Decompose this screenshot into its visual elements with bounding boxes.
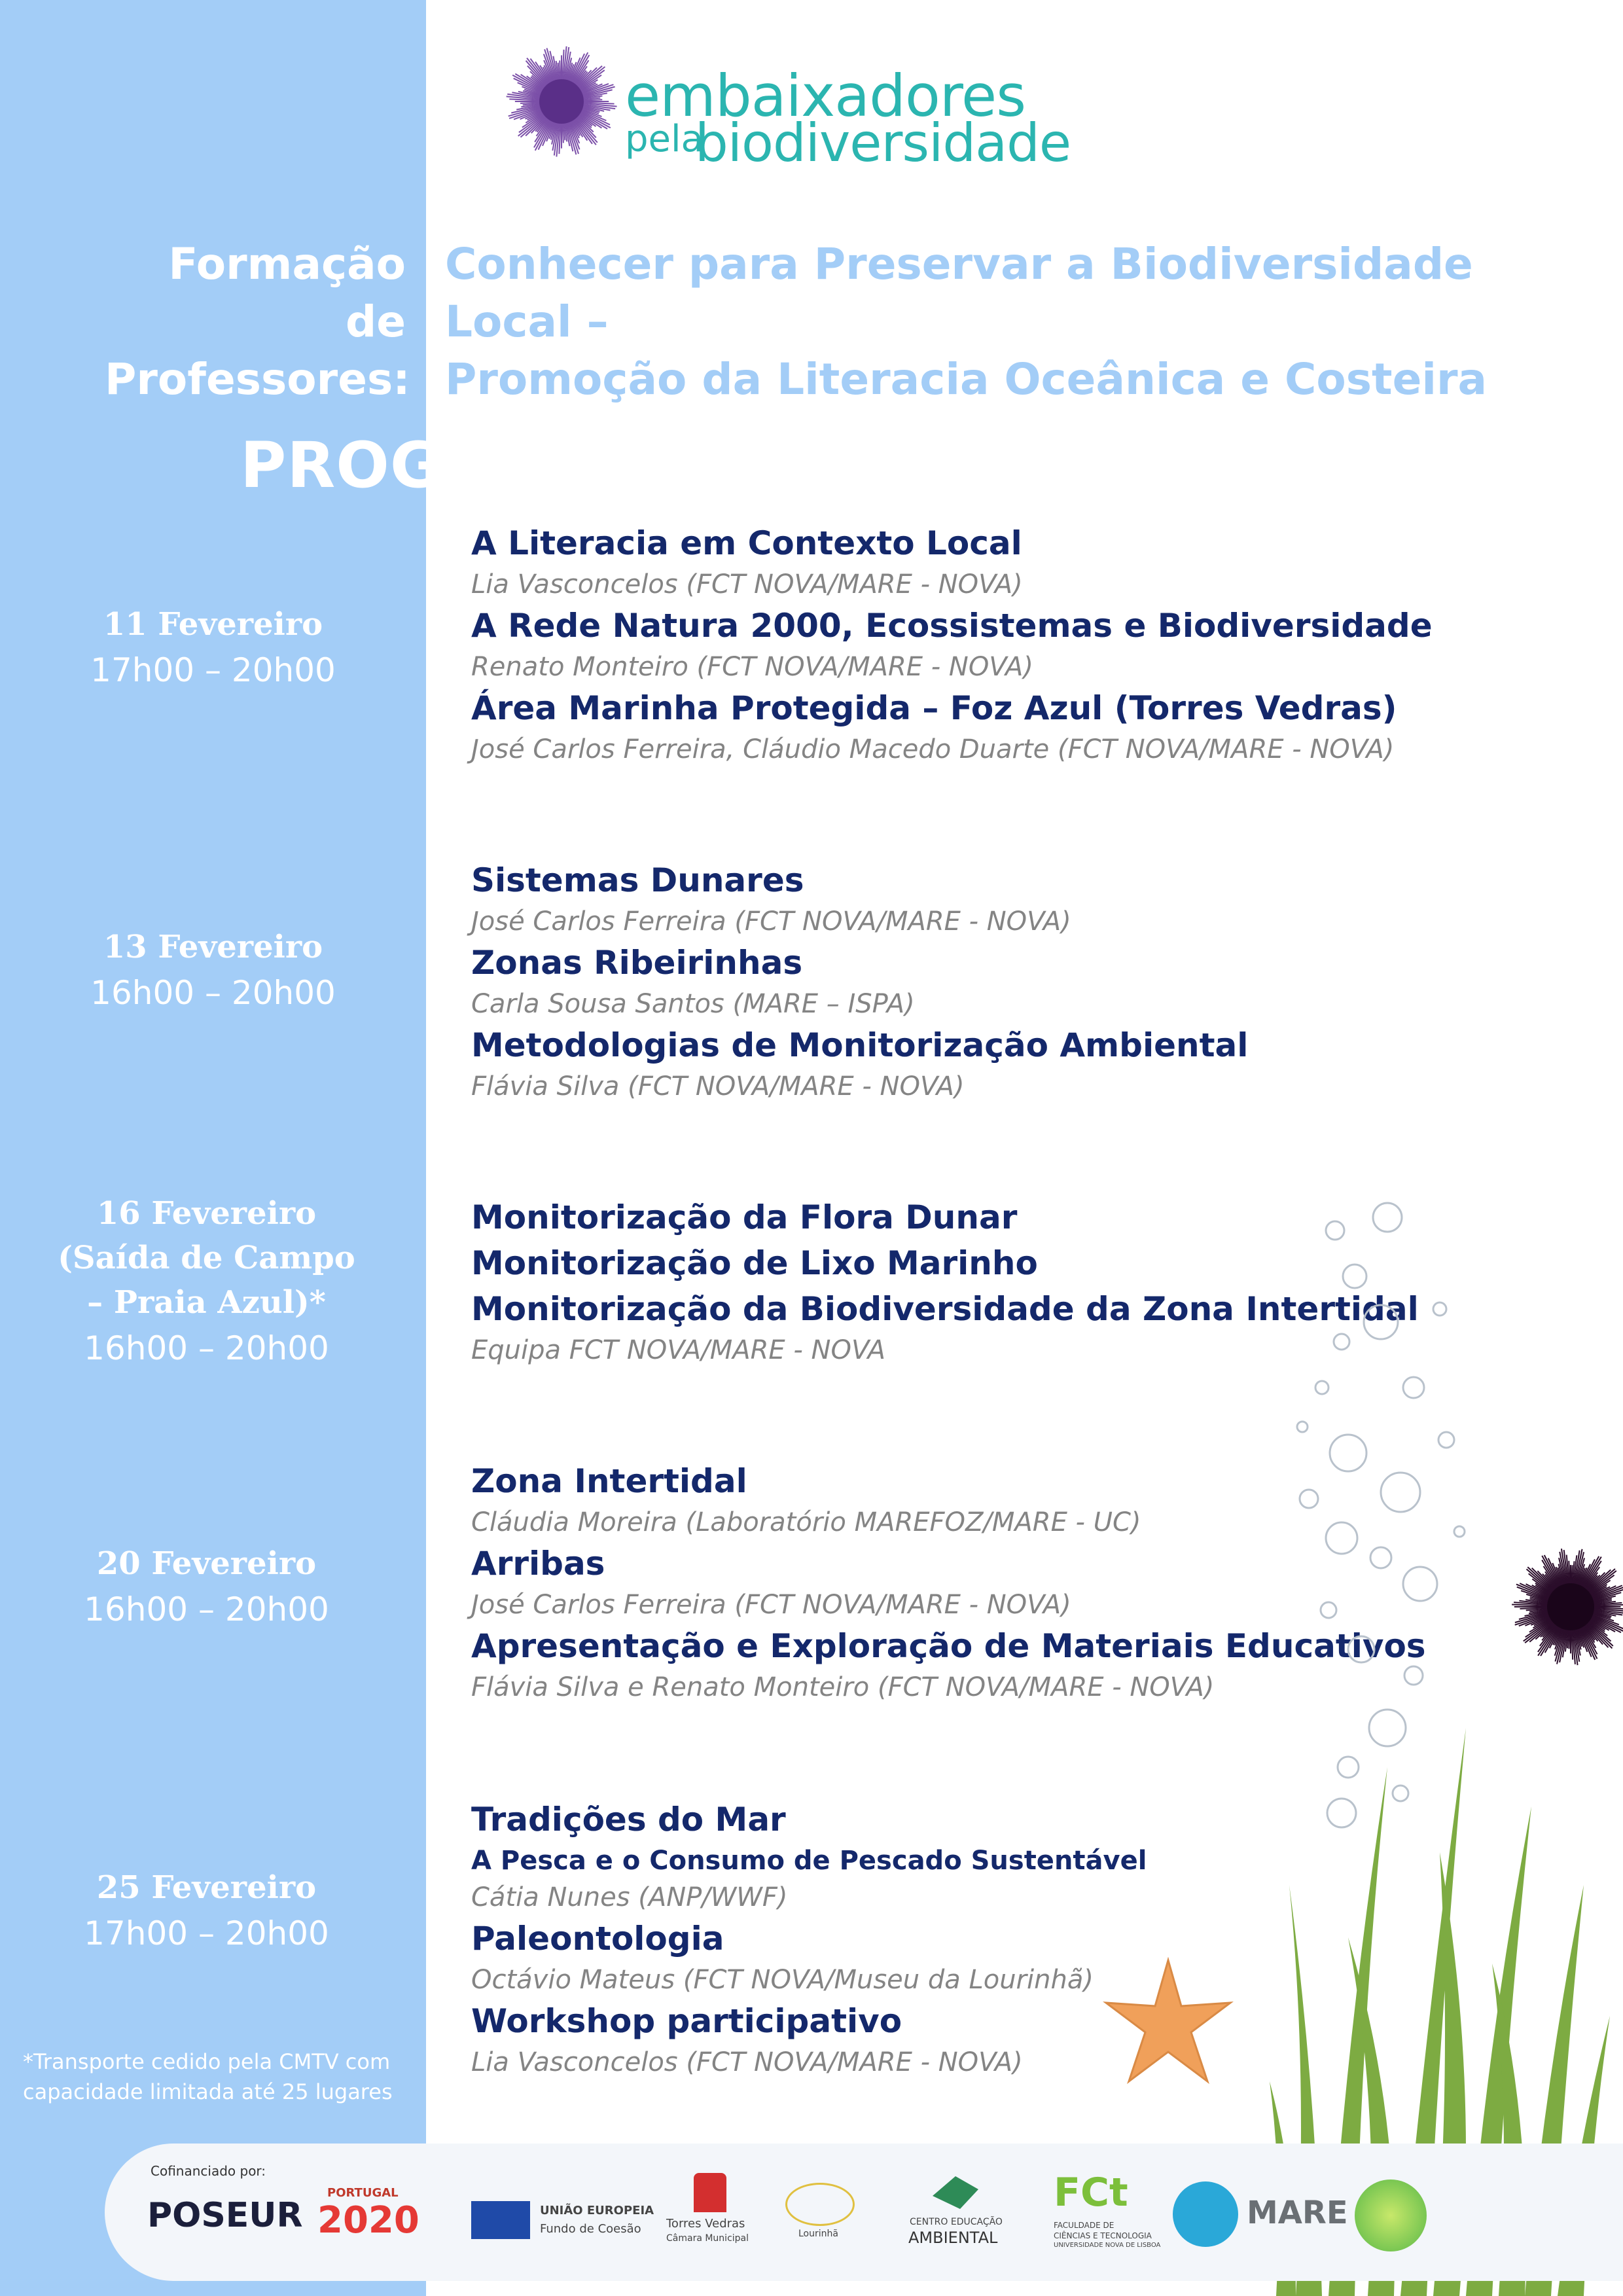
session-speaker: Equipa FCT NOVA/MARE - NOVA xyxy=(471,1335,885,1365)
portugal-2020-logo: 2020 xyxy=(317,2199,419,2242)
time-label: 16h00 – 20h00 xyxy=(90,974,336,1012)
session-title: Monitorização da Biodiversidade da Zona Intertidal xyxy=(471,1290,1419,1328)
date-label-line-2: (Saída de Campo xyxy=(58,1240,355,1276)
eu-label: UNIÃO EUROPEIA xyxy=(540,2204,654,2217)
date-label: 13 Fevereiro xyxy=(103,929,323,965)
session-speaker: José Carlos Ferreira (FCT NOVA/MARE - NOVA) xyxy=(471,1590,1071,1620)
date-block-16-fevereiro xyxy=(0,1191,419,1372)
cea-label-line-1: CENTRO EDUCAÇÃO xyxy=(910,2217,1003,2227)
lourinha-logo-icon xyxy=(785,2183,855,2226)
fct-label-line-1: FACULDADE DE xyxy=(1054,2221,1115,2230)
programa-heading: PROGRAMA xyxy=(240,429,653,502)
time-label: 16h00 – 20h00 xyxy=(84,1590,329,1628)
session-speaker: José Carlos Ferreira, Cláudio Macedo Duarte (FCT NOVA/MARE - NOVA) xyxy=(471,734,1395,764)
camara-municipal-label: Câmara Municipal xyxy=(666,2233,749,2244)
logo-wordmark-embaixadores: embaixadores xyxy=(625,62,1026,130)
session-title: Arribas xyxy=(471,1545,605,1583)
course-title xyxy=(445,236,1610,408)
cea-label-line-2: AMBIENTAL xyxy=(908,2229,998,2247)
session-title: Zonas Ribeirinhas xyxy=(471,944,803,982)
session-speaker: Cláudia Moreira (Laboratório MAREFOZ/MARE - UC) xyxy=(471,1507,1141,1537)
date-label-line-3: – Praia Azul)* xyxy=(87,1284,326,1321)
session-speaker: Carla Sousa Santos (MARE – ISPA) xyxy=(471,989,915,1019)
mare-logo-text: MARE xyxy=(1247,2195,1348,2231)
session-title: Sistemas Dunares xyxy=(471,861,804,899)
cofinanciado-label: Cofinanciado por: xyxy=(151,2163,266,2179)
sessions-20-fevereiro xyxy=(471,1458,1426,1706)
fct-logo: FCt xyxy=(1054,2170,1128,2215)
footnote-line-1: *Transporte cedido pela CMTV com xyxy=(23,2049,391,2074)
sessions-11-fevereiro xyxy=(471,520,1433,768)
date-block-13-fevereiro xyxy=(0,925,426,1016)
partner-globe-logo-icon xyxy=(1355,2179,1427,2251)
centro-educacao-ambiental-icon xyxy=(933,2176,978,2209)
time-label: 17h00 – 20h00 xyxy=(90,651,336,689)
session-title: A Literacia em Contexto Local xyxy=(471,524,1022,562)
eu-fund-label: Fundo de Coesão xyxy=(540,2222,641,2236)
session-speaker: Cátia Nunes (ANP/WWF) xyxy=(471,1882,788,1912)
date-block-20-fevereiro xyxy=(0,1541,419,1633)
session-speaker: Lia Vasconcelos (FCT NOVA/MARE - NOVA) xyxy=(471,569,1023,600)
session-subtitle: A Pesca e o Consumo de Pescado Sustentável xyxy=(471,1846,1147,1876)
session-title: Tradições do Mar xyxy=(471,1801,786,1839)
date-block-25-fevereiro xyxy=(0,1865,419,1957)
torres-vedras-label: Torres Vedras xyxy=(666,2217,745,2231)
session-speaker: José Carlos Ferreira (FCT NOVA/MARE - NOVA) xyxy=(471,906,1071,937)
time-label: 17h00 – 20h00 xyxy=(84,1914,329,1952)
footnote-line-2: capacidade limitada até 25 lugares xyxy=(23,2079,393,2104)
logo-wordmark-biodiversidade: biodiversidade xyxy=(695,113,1071,173)
formacao-line-1: Formação de xyxy=(168,239,406,347)
lourinha-label: Lourinhã xyxy=(798,2229,838,2239)
date-label: 16 Fevereiro xyxy=(96,1195,317,1232)
date-block-11-fevereiro xyxy=(0,602,426,694)
session-speaker: Flávia Silva e Renato Monteiro (FCT NOVA/MARE - NOVA) xyxy=(471,1672,1215,1702)
starfish-decoration-icon xyxy=(1099,1957,1237,2088)
portugal-2020-label: PORTUGAL xyxy=(327,2186,399,2200)
poseur-logo: POSEUR xyxy=(147,2196,303,2235)
session-title: Monitorização da Flora Dunar xyxy=(471,1198,1018,1236)
sessions-25-fevereiro xyxy=(471,1797,1387,2081)
session-title: Área Marinha Protegida – Foz Azul (Torres Vedras) xyxy=(471,689,1397,727)
session-speaker: Flávia Silva (FCT NOVA/MARE - NOVA) xyxy=(471,1071,965,1102)
mare-logo-icon xyxy=(1173,2181,1238,2247)
sponsor-footer xyxy=(105,2144,1623,2281)
eu-flag-icon xyxy=(471,2201,530,2239)
sea-urchin-decoration-icon xyxy=(1505,1545,1623,1669)
session-speaker: Renato Monteiro (FCT NOVA/MARE - NOVA) xyxy=(471,652,1033,682)
session-title: Monitorização de Lixo Marinho xyxy=(471,1244,1038,1282)
time-label: 16h00 – 20h00 xyxy=(84,1329,329,1367)
formacao-heading xyxy=(105,236,410,408)
logo-wordmark-pela: pela xyxy=(625,118,704,160)
transport-footnote xyxy=(23,2047,416,2107)
fct-label-line-2: CIÊNCIAS E TECNOLOGIA xyxy=(1054,2231,1152,2240)
formacao-line-2: Professores: xyxy=(105,354,410,404)
session-title: A Rede Natura 2000, Ecossistemas e Biodiversidade xyxy=(471,607,1433,645)
date-label: 20 Fevereiro xyxy=(96,1545,317,1582)
torres-vedras-crest-icon xyxy=(694,2173,726,2212)
session-speaker: Lia Vasconcelos (FCT NOVA/MARE - NOVA) xyxy=(471,2047,1023,2077)
session-title: Paleontologia xyxy=(471,1920,724,1958)
course-title-line-1: Conhecer para Preservar a Biodiversidade Local – xyxy=(445,239,1473,347)
session-title: Apresentação e Exploração de Materiais Educativos xyxy=(471,1627,1426,1665)
date-label: 11 Fevereiro xyxy=(103,606,323,643)
session-speaker: Octávio Mateus (FCT NOVA/Museu da Lourinhã) xyxy=(471,1965,1094,1995)
course-title-line-2: Promoção da Literacia Oceânica e Costeira xyxy=(445,354,1488,404)
session-title: Workshop participativo xyxy=(471,2002,902,2040)
sessions-16-fevereiro xyxy=(471,1194,1419,1369)
session-title: Zona Intertidal xyxy=(471,1462,747,1500)
session-title: Metodologias de Monitorização Ambiental xyxy=(471,1026,1249,1064)
sessions-13-fevereiro xyxy=(471,857,1387,1105)
fct-label-line-3: UNIVERSIDADE NOVA DE LISBOA xyxy=(1054,2242,1161,2249)
date-label: 25 Fevereiro xyxy=(96,1869,317,1906)
